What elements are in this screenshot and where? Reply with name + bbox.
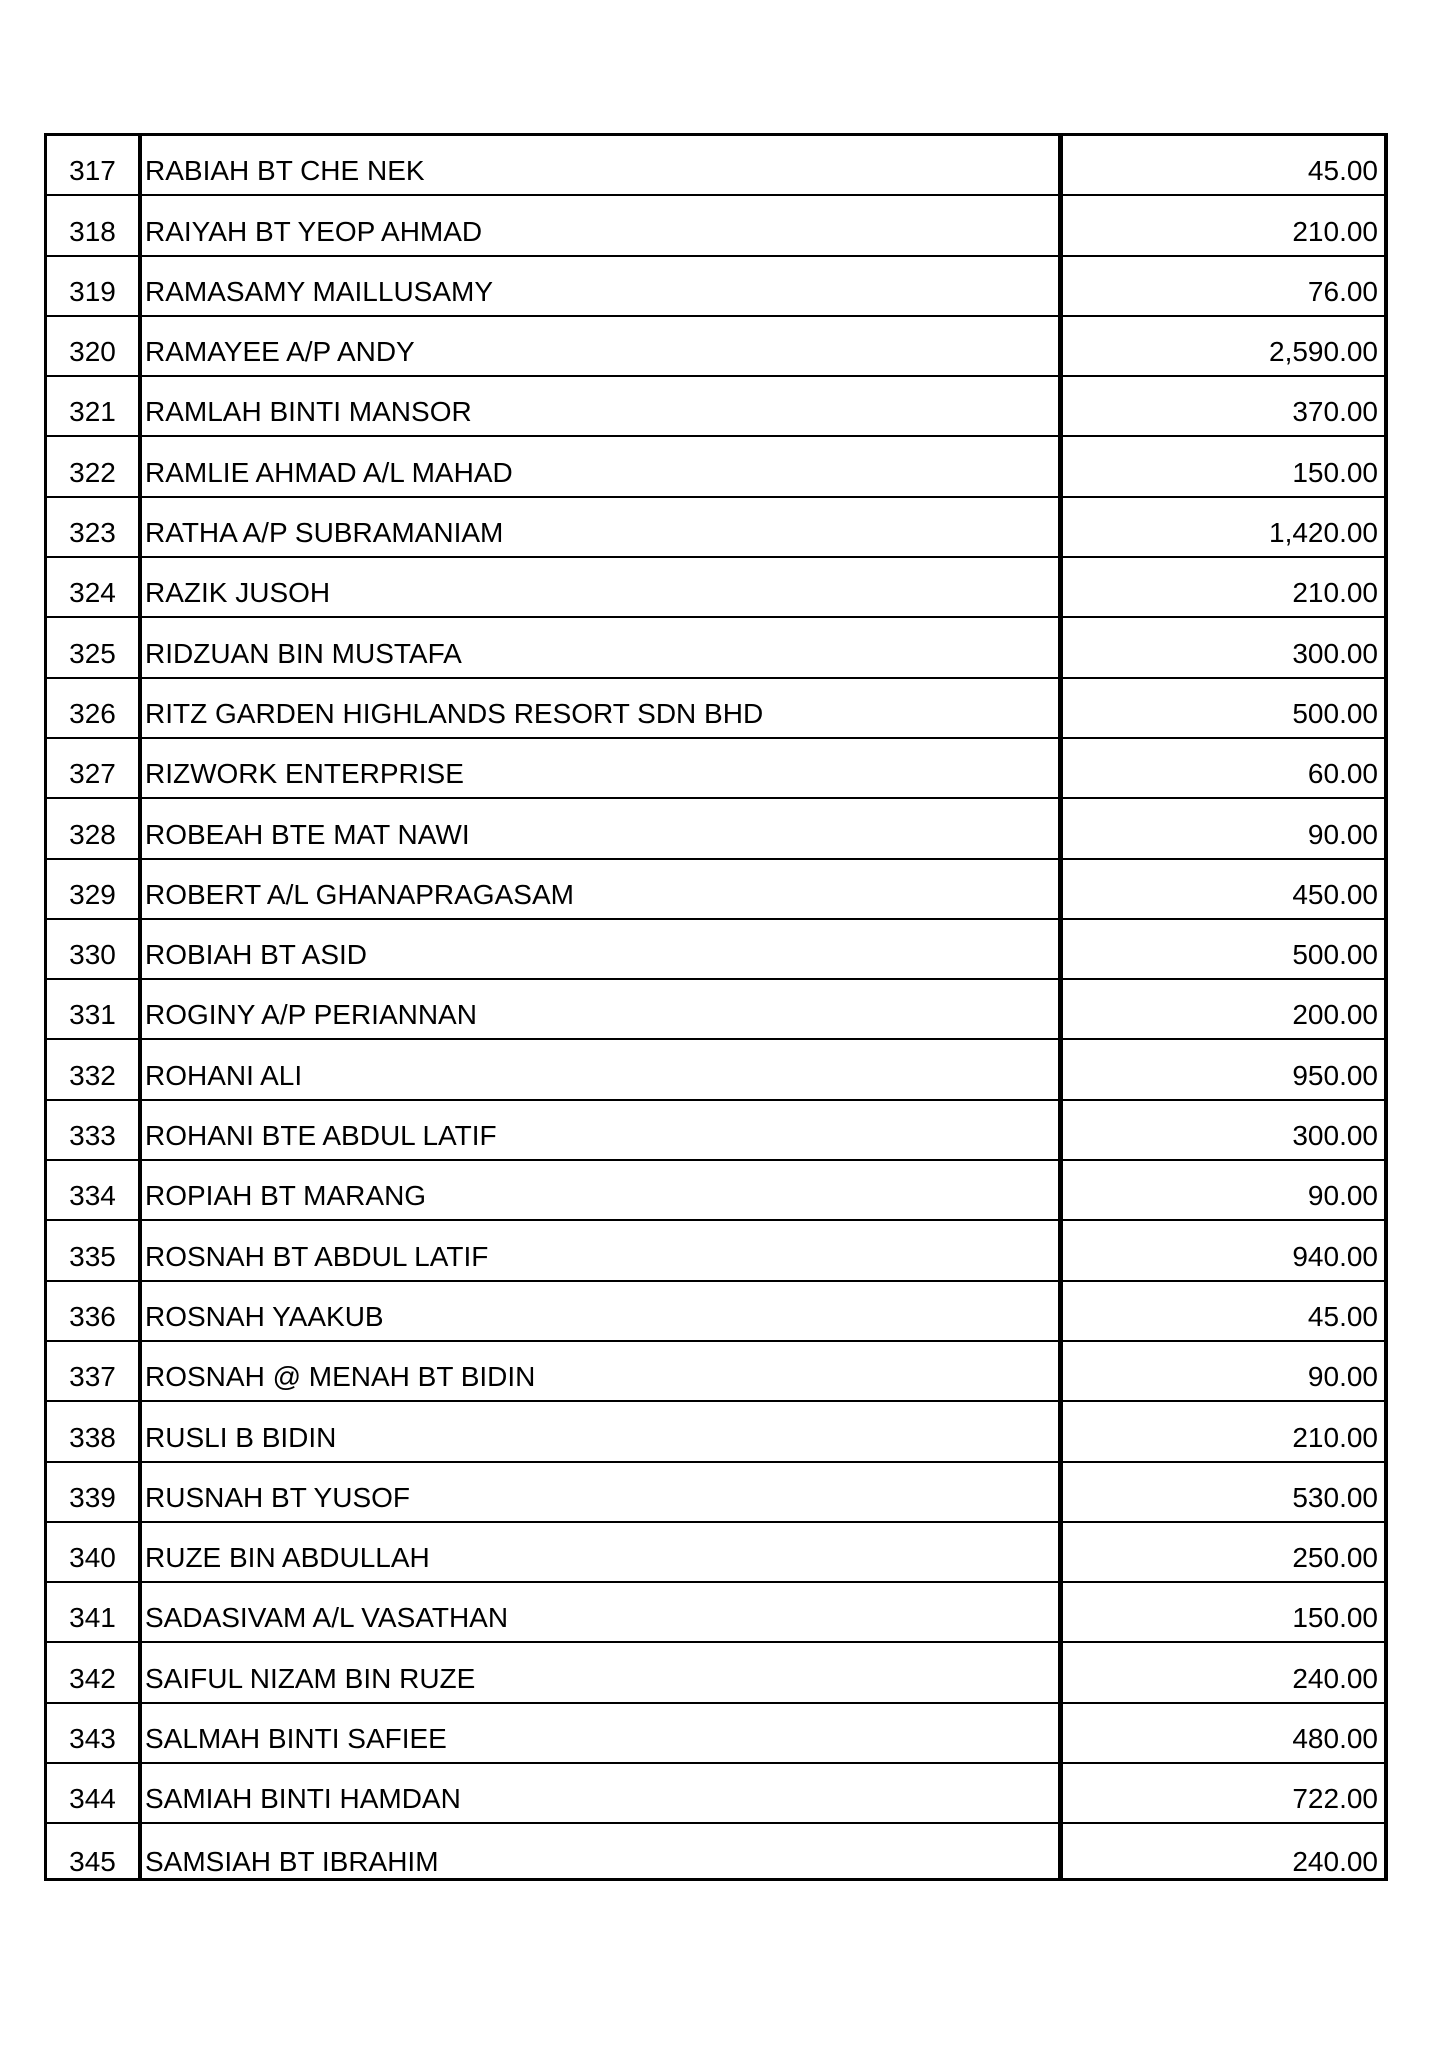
row-number: 320 xyxy=(69,336,116,368)
table-row xyxy=(47,1221,1384,1281)
table-row xyxy=(47,1463,1384,1523)
row-amount: 240.00 xyxy=(1292,1845,1378,1877)
row-name: ROSNAH BT ABDUL LATIF xyxy=(145,1240,489,1272)
row-name: RAZIK JUSOH xyxy=(145,577,331,609)
table-row xyxy=(47,1402,1384,1462)
row-number: 324 xyxy=(69,577,116,609)
row-name: SAMSIAH BT IBRAHIM xyxy=(145,1845,439,1877)
row-amount: 90.00 xyxy=(1307,1180,1378,1212)
row-number: 332 xyxy=(69,1059,116,1091)
table-row xyxy=(47,1824,1384,1884)
row-amount: 480.00 xyxy=(1292,1723,1378,1755)
table-row xyxy=(47,1282,1384,1342)
row-amount: 76.00 xyxy=(1307,275,1378,307)
table-row xyxy=(47,1101,1384,1161)
row-amount: 722.00 xyxy=(1292,1783,1378,1815)
row-number: 340 xyxy=(69,1542,116,1574)
row-amount: 250.00 xyxy=(1292,1542,1378,1574)
table-row xyxy=(47,196,1384,256)
row-number: 329 xyxy=(69,878,116,910)
row-amount: 45.00 xyxy=(1307,1300,1378,1332)
row-amount: 370.00 xyxy=(1292,396,1378,428)
row-amount: 90.00 xyxy=(1307,818,1378,850)
row-name: RAMAYEE A/P ANDY xyxy=(145,336,415,368)
row-amount: 1,420.00 xyxy=(1269,517,1378,549)
row-number: 336 xyxy=(69,1300,116,1332)
row-number: 317 xyxy=(69,155,116,187)
row-name: RUZE BIN ABDULLAH xyxy=(145,1542,430,1574)
donor-table xyxy=(44,133,1388,1881)
row-number: 322 xyxy=(69,456,116,488)
table-row xyxy=(47,618,1384,678)
row-amount: 210.00 xyxy=(1292,577,1378,609)
row-name: RUSLI B BIDIN xyxy=(145,1421,337,1453)
row-amount: 150.00 xyxy=(1292,1602,1378,1634)
row-amount: 500.00 xyxy=(1292,697,1378,729)
table-row xyxy=(47,1523,1384,1583)
table-row xyxy=(47,257,1384,317)
row-amount: 940.00 xyxy=(1292,1240,1378,1272)
table-row xyxy=(47,1764,1384,1824)
row-number: 333 xyxy=(69,1120,116,1152)
table-row xyxy=(47,136,1384,196)
row-amount: 240.00 xyxy=(1292,1662,1378,1694)
row-name: ROBIAH BT ASID xyxy=(145,939,367,971)
row-name: RIDZUAN BIN MUSTAFA xyxy=(145,637,462,669)
row-amount: 300.00 xyxy=(1292,1120,1378,1152)
row-name: RAMASAMY MAILLUSAMY xyxy=(145,275,494,307)
row-name: ROGINY A/P PERIANNAN xyxy=(145,999,477,1031)
table-body xyxy=(47,136,1384,1878)
row-name: ROSNAH YAAKUB xyxy=(145,1300,384,1332)
table-row xyxy=(47,1704,1384,1764)
row-amount: 45.00 xyxy=(1307,155,1378,187)
row-number: 321 xyxy=(69,396,116,428)
table-row xyxy=(47,1643,1384,1703)
row-name: RAIYAH BT YEOP AHMAD xyxy=(145,215,483,247)
row-number: 342 xyxy=(69,1662,116,1694)
row-number: 323 xyxy=(69,517,116,549)
table-row xyxy=(47,1342,1384,1402)
row-amount: 950.00 xyxy=(1292,1059,1378,1091)
row-number: 330 xyxy=(69,939,116,971)
row-name: RITZ GARDEN HIGHLANDS RESORT SDN BHD xyxy=(145,697,764,729)
row-amount: 200.00 xyxy=(1292,999,1378,1031)
row-name: SADASIVAM A/L VASATHAN xyxy=(145,1602,509,1634)
row-number: 341 xyxy=(69,1602,116,1634)
row-amount: 150.00 xyxy=(1292,456,1378,488)
row-name: ROBERT A/L GHANAPRAGASAM xyxy=(145,878,574,910)
table-row xyxy=(47,1583,1384,1643)
row-name: SAIFUL NIZAM BIN RUZE xyxy=(145,1662,476,1694)
table-row xyxy=(47,498,1384,558)
row-amount: 2,590.00 xyxy=(1269,336,1378,368)
row-name: ROPIAH BT MARANG xyxy=(145,1180,427,1212)
table-row xyxy=(47,317,1384,377)
row-number: 327 xyxy=(69,758,116,790)
row-number: 344 xyxy=(69,1783,116,1815)
row-amount: 530.00 xyxy=(1292,1481,1378,1513)
row-number: 345 xyxy=(69,1845,116,1877)
table-row xyxy=(47,679,1384,739)
row-name: RIZWORK ENTERPRISE xyxy=(145,758,464,790)
row-amount: 60.00 xyxy=(1307,758,1378,790)
table-row xyxy=(47,980,1384,1040)
row-number: 319 xyxy=(69,275,116,307)
row-name: SALMAH BINTI SAFIEE xyxy=(145,1723,447,1755)
row-amount: 500.00 xyxy=(1292,939,1378,971)
row-number: 334 xyxy=(69,1180,116,1212)
row-number: 318 xyxy=(69,215,116,247)
table-row xyxy=(47,739,1384,799)
row-number: 326 xyxy=(69,697,116,729)
row-number: 325 xyxy=(69,637,116,669)
row-amount: 450.00 xyxy=(1292,878,1378,910)
row-number: 335 xyxy=(69,1240,116,1272)
row-amount: 210.00 xyxy=(1292,1421,1378,1453)
row-number: 331 xyxy=(69,999,116,1031)
row-name: ROBEAH BTE MAT NAWI xyxy=(145,818,470,850)
row-name: RATHA A/P SUBRAMANIAM xyxy=(145,517,504,549)
row-name: SAMIAH BINTI HAMDAN xyxy=(145,1783,461,1815)
row-name: ROHANI ALI xyxy=(145,1059,303,1091)
table-row xyxy=(47,799,1384,859)
row-number: 338 xyxy=(69,1421,116,1453)
row-name: RAMLAH BINTI MANSOR xyxy=(145,396,472,428)
row-name: ROHANI BTE ABDUL LATIF xyxy=(145,1120,497,1152)
row-amount: 300.00 xyxy=(1292,637,1378,669)
row-number: 328 xyxy=(69,818,116,850)
table-row xyxy=(47,1161,1384,1221)
row-name: ROSNAH @ MENAH BT BIDIN xyxy=(145,1361,536,1393)
table-row xyxy=(47,558,1384,618)
table-row xyxy=(47,377,1384,437)
row-number: 343 xyxy=(69,1723,116,1755)
table-row xyxy=(47,437,1384,497)
row-amount: 90.00 xyxy=(1307,1361,1378,1393)
table-row xyxy=(47,860,1384,920)
row-number: 339 xyxy=(69,1481,116,1513)
row-name: RUSNAH BT YUSOF xyxy=(145,1481,411,1513)
table-row xyxy=(47,920,1384,980)
row-number: 337 xyxy=(69,1361,116,1393)
table-row xyxy=(47,1040,1384,1100)
row-amount: 210.00 xyxy=(1292,215,1378,247)
row-name: RABIAH BT CHE NEK xyxy=(145,155,425,187)
row-name: RAMLIE AHMAD A/L MAHAD xyxy=(145,456,513,488)
